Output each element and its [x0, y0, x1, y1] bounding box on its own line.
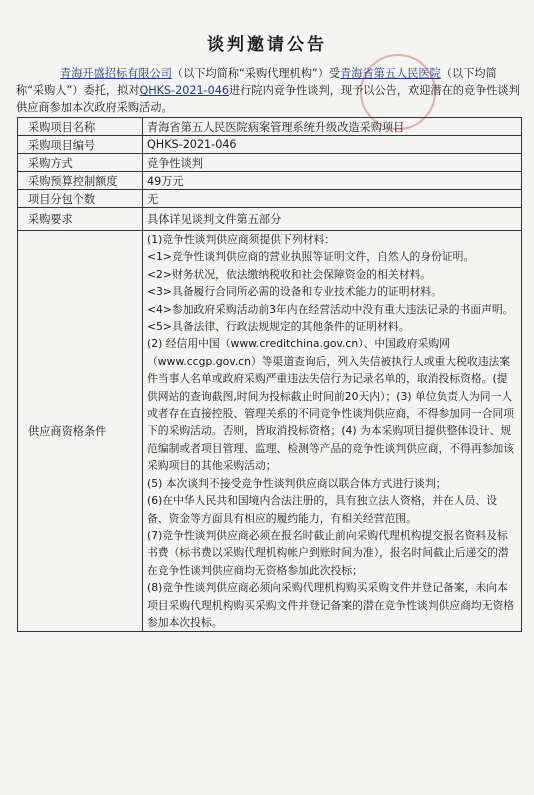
row-label: 采购预算控制额度: [18, 172, 143, 190]
row-label: 项目分包个数: [18, 190, 143, 208]
row-value: QHKS-2021-046: [143, 136, 522, 154]
buyer-name: 青海省第五人民医院: [340, 67, 441, 80]
row-value: 49万元: [143, 172, 522, 190]
qualification-paragraph: <4>参加政府采购活动前3年内在经营活动中没有重大违法记录的书面声明。: [147, 302, 514, 316]
intro-text-3: 进行院内竞争性谈判，现予以公告，欢迎潜在的竞争性谈判供应商参加本次政府采购活动。: [16, 84, 520, 114]
qualification-paragraph: <5>具备法律、行政法规规定的其他条件的证明材料。: [147, 320, 410, 334]
qualification-paragraph: (1)竞争性谈判供应商须提供下列材料：: [147, 233, 336, 246]
table-row: [18, 208, 522, 231]
table-row: [18, 154, 522, 172]
intro-text-2: （以下均简称“采购人”）委托，拟对: [16, 67, 497, 97]
row-label: 采购项目名称: [18, 118, 143, 136]
qualification-paragraph: (2) 经信用中国（www.creditchina.gov.cn）、中国政府采购网（www.ccgp.gov.cn）等渠道查询后，列入失信被执行人或重大税收违法案件当事人名单或政府采购严重违法失信行为记录名单的，取消投标资格。(提供网站的查询截图,时间为投标截止时间前20天内）；(3) 单位负责人为同一人或者存在直接控股、管理关系的不同竞争性谈判供应商，不得参加同一合同项下的采购活动。否则，皆取消投标资格；(4) 为本采购项目提供整体设计、规范编制或者项目管理、监理、检测等产品的竞争性谈判供应商，不得再参加该采购项目的其他采购活动；: [147, 337, 515, 473]
qualification-paragraph: (7)竞争性谈判供应商必须在报名时截止前向采购代理机构提交报名资料及标书费（标书费以采购代理机构帐户到账时间为准），报名时间截止后递交的潜在竞争性谈判供应商均无资格参加此次投标；: [147, 528, 509, 577]
table-row: [18, 118, 522, 136]
qualification-paragraph: <1>竞争性谈判供应商的营业执照等证明文件，自然人的身份证明。: [147, 250, 475, 264]
intro-text-1: （以下均简称“采购代理机构”）受: [171, 67, 341, 80]
table-row: [18, 172, 522, 190]
intro-indent: [16, 67, 60, 80]
project-code-link: QHKS-2021-046: [139, 84, 230, 97]
qualification-paragraph: <3>具备履行合同所必需的设备和专业技术能力的证明材料。: [147, 285, 442, 299]
qualification-paragraph: (5) 本次谈判不接受竞争性谈判供应商以联合体方式进行谈判；: [147, 476, 447, 490]
row-value: 具体详见谈判文件第五部分: [143, 208, 522, 231]
row-value: 无: [143, 190, 522, 208]
qualification-label: 供应商资格条件: [18, 231, 143, 632]
table-row: [18, 136, 522, 154]
intro-paragraph: [16, 65, 521, 116]
agency-name: 青海开盛招标有限公司: [60, 67, 172, 80]
row-label: 采购要求: [18, 208, 143, 231]
project-info-table: [17, 117, 522, 632]
qualification-paragraph: <2>财务状况，依法缴纳税收和社会保障资金的相关材料。: [147, 267, 432, 281]
row-value: 竞争性谈判: [143, 154, 522, 172]
row-label: 采购方式: [18, 154, 143, 172]
table-row: [18, 190, 522, 208]
page-title: 谈判邀请公告: [207, 35, 327, 55]
qualification-paragraph: (6)在中华人民共和国境内合法注册的，具有独立法人资格，并在人员、设备、资金等方面具有相应的履约能力，有相关经营范围。: [147, 494, 497, 525]
row-label: 采购项目编号: [18, 136, 143, 154]
qualification-paragraph: (8)竞争性谈判供应商必须向采购代理机构购买采购文件并登记备案，未向本项目采购代理机构购买采购文件并登记备案的潜在竞争性谈判供应商均无资格参加本次投标。: [147, 581, 515, 629]
row-value: 青海省第五人民医院病案管理系统升级改造采购项目: [143, 118, 522, 136]
table-row-qualifications: [18, 231, 522, 632]
qualification-content: [143, 231, 522, 632]
